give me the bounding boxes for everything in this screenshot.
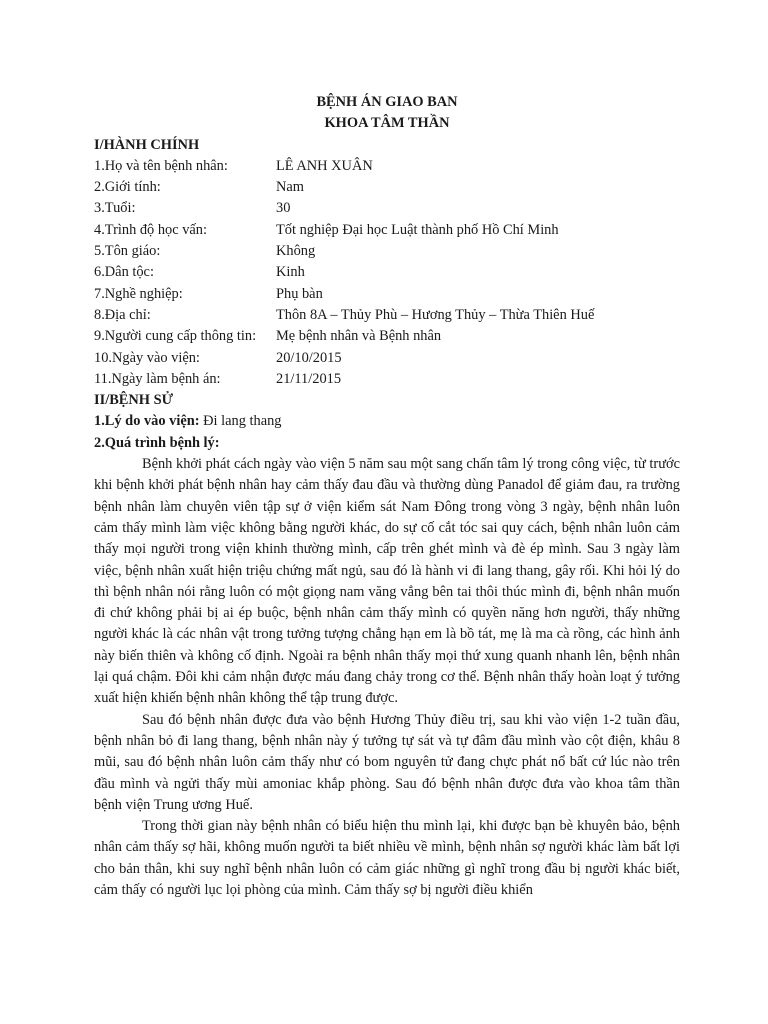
field-row-admission-date <box>94 348 680 369</box>
field-value: Thôn 8A – Thủy Phù – Hương Thủy – Thừa Thiên Huế <box>276 306 595 323</box>
field-value: 21/11/2015 <box>276 370 342 387</box>
field-row-address <box>94 305 680 326</box>
section-heading-administrative: I/HÀNH CHÍNH <box>94 136 200 153</box>
field-value: 30 <box>276 200 291 217</box>
section-heading-history: II/BỆNH SỬ <box>94 392 174 409</box>
history-paragraph-2: Sau đó bệnh nhân được đưa vào bệnh Hương Thủy điều trị, sau khi vào viện 1-2 tuần đầu, bệnh nhân bỏ đi lang thang, bệnh nhân này ý tưởng tự sát và tự đâm đầu mình vào cột điện, khâu 8 mũi, sau đó bệnh nhân luôn cảm thấy như có bom nguyên tử đang chực phát nổ bất cứ lúc nào trên đầu mình và ngửi thấy mùi amoniac khắp phòng. Sau đó bệnh nhân được đưa vào khoa tâm thần bệnh viện Trung ương Huế. <box>94 711 680 813</box>
field-label: 8.Địa chỉ: <box>94 306 151 323</box>
field-row-religion <box>94 241 680 262</box>
field-label: 3.Tuổi: <box>94 200 136 217</box>
field-row-ethnicity <box>94 262 680 283</box>
admission-reason <box>94 411 680 432</box>
field-row-education <box>94 220 680 241</box>
disease-process-label: 2.Quá trình bệnh lý: <box>94 434 220 451</box>
document-subtitle: KHOA TÂM THẦN <box>324 115 450 132</box>
document-content <box>94 92 680 901</box>
field-row-gender <box>94 177 680 198</box>
field-label: 10.Ngày vào viện: <box>94 349 200 366</box>
field-label: 1.Họ và tên bệnh nhân: <box>94 157 228 174</box>
field-row-record-date <box>94 369 680 390</box>
field-value: 20/10/2015 <box>276 349 342 366</box>
field-row-name <box>94 156 680 177</box>
document-title: BỆNH ÁN GIAO BAN <box>316 94 458 110</box>
field-label: 7.Nghề nghiệp: <box>94 285 183 302</box>
field-value: Nam <box>276 179 304 196</box>
field-label: 11.Ngày làm bệnh án: <box>94 370 221 387</box>
field-label: 2.Giới tính: <box>94 179 161 196</box>
admission-reason-value: Đi lang thang <box>199 413 282 430</box>
field-value: Tốt nghiệp Đại học Luật thành phố Hồ Chí Minh <box>276 221 559 238</box>
field-row-occupation <box>94 284 680 305</box>
field-value: Phụ bàn <box>276 285 323 302</box>
field-label: 5.Tôn giáo: <box>94 243 161 260</box>
history-paragraph-3: Trong thời gian này bệnh nhân có biểu hiện thu mình lại, khi được bạn bè khuyên bảo, bệnh nhân cảm thấy sợ hãi, không muốn người ta biết nhiều về mình, bệnh nhân sợ người khác làm bất lợi cho bản thân, khi suy nghĩ bệnh nhân luôn có cảm giác những gì nghĩ trong đầu bị người khác biết, cảm thấy có người lục lọi phòng của mình. Cảm thấy sợ bị người điều khiển <box>94 818 680 898</box>
field-value: Kinh <box>276 264 305 281</box>
admission-reason-label: 1.Lý do vào viện: <box>94 413 200 430</box>
field-value: LÊ ANH XUÂN <box>276 157 373 174</box>
field-label: 9.Người cung cấp thông tin: <box>94 328 257 345</box>
field-value: Không <box>276 243 316 260</box>
history-paragraph-1: Bệnh khởi phát cách ngày vào viện 5 năm sau một sang chấn tâm lý trong công việc, từ trước khi bệnh khởi phát bệnh nhân hay cảm thấy đau đầu và thường dùng Panadol để giảm đau, ra trường bệnh nhân làm chuyên viên tập sự ở viện kiểm sát Nam Đông trong vòng 3 ngày, bệnh nhân luôn cảm thấy mình làm việc không bằng người khác, do sự cố cắt tóc sai quy cách, bệnh nhân luôn cảm thấy mọi người trong viện khinh thường mình, cấp trên ghét mình và đè ép mình. Sau 3 ngày làm việc, bệnh nhân xuất hiện triệu chứng mất ngủ, sau đó là hành vi đi lang thang, gây rối. Khi hỏi lý do thì bệnh nhân nói rằng luôn có một giọng nam văng vẳng bên tai thôi thúc mình đi, bệnh nhân muốn đi chứ không phải bị ai ép buộc, bệnh nhân cảm thấy mình có quyền năng hơn người, thấy những người khác là các nhân vật trong tưởng tượng chẳng hạn em là bồ tát, mẹ là ma cà rồng, các hình ảnh này biến thiên và không cố định. Ngoài ra bệnh nhân thấy mọi thứ xung quanh nhanh lên, bệnh nhân lại quá chậm. Đôi khi cảm nhận được máu đang chảy trong cơ thể. Bệnh nhân thấy hoàn loạt ý tưởng xuất hiện khiến bệnh nhân không thể tập trung được. <box>94 456 680 707</box>
field-label: 6.Dân tộc: <box>94 264 154 281</box>
field-label: 4.Trình độ học vấn: <box>94 221 207 238</box>
field-value: Mẹ bệnh nhân và Bệnh nhân <box>276 328 442 345</box>
field-row-informant <box>94 326 680 347</box>
field-row-age <box>94 198 680 219</box>
